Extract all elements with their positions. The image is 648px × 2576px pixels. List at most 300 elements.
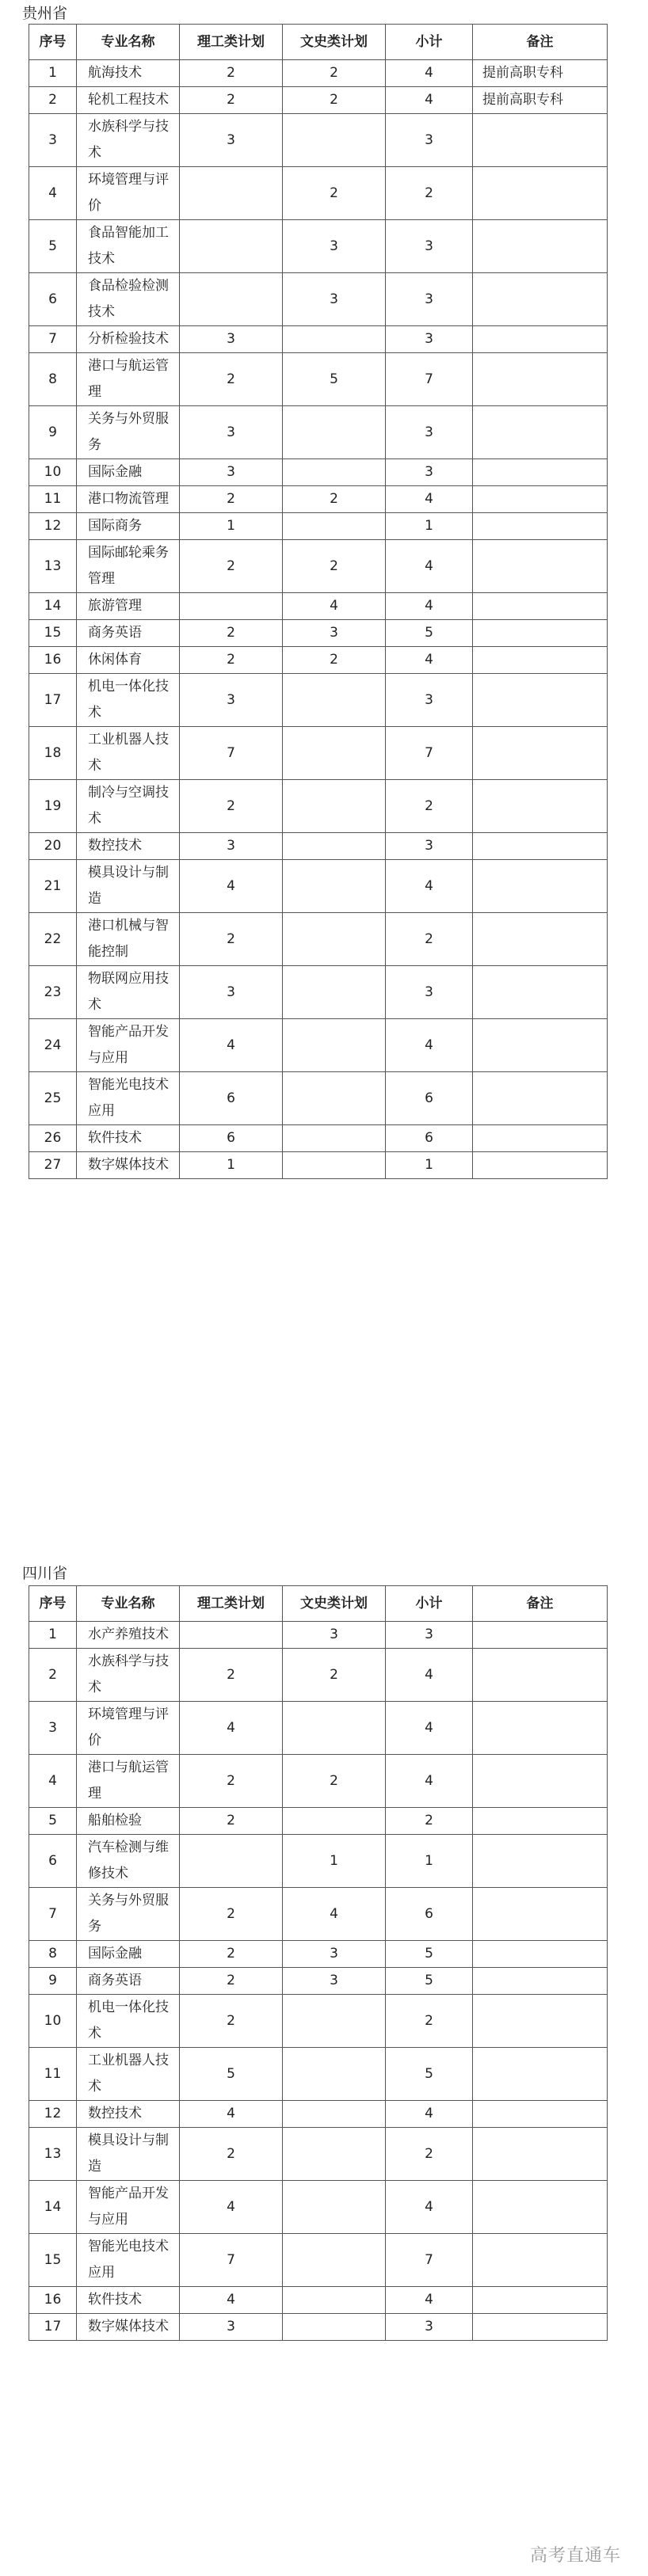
plan-table-sichuan <box>29 1585 608 2341</box>
col-index-cell: 23 <box>29 966 77 1019</box>
col-subtotal-cell: 5 <box>386 1968 473 1995</box>
col-major-cell: 水族科学与技术 <box>77 1649 180 1702</box>
col-major-cell: 关务与外贸服务 <box>77 1888 180 1941</box>
col-index-cell: 17 <box>29 674 77 727</box>
col-arts-cell <box>283 1702 386 1755</box>
col-subtotal-cell: 4 <box>386 593 473 620</box>
table-row <box>29 220 608 273</box>
col-arts-cell <box>283 727 386 780</box>
col-index-cell: 3 <box>29 114 77 167</box>
col-subtotal-cell: 6 <box>386 1125 473 1152</box>
col-arts-cell <box>283 780 386 833</box>
col-remark-header: 备注 <box>473 1586 608 1622</box>
col-major-cell: 港口机械与智能控制 <box>77 913 180 966</box>
col-index-cell: 13 <box>29 540 77 593</box>
col-science-header: 理工类计划 <box>180 1586 283 1622</box>
col-science-cell: 2 <box>180 913 283 966</box>
col-subtotal-cell: 4 <box>386 60 473 87</box>
table-row <box>29 620 608 647</box>
col-remark-cell <box>473 1808 608 1835</box>
col-index-cell: 15 <box>29 620 77 647</box>
province-title-sichuan: 四川省 <box>22 1565 68 1582</box>
col-major-cell: 智能光电技术应用 <box>77 1072 180 1125</box>
col-remark-cell <box>473 2181 608 2234</box>
table-row <box>29 674 608 727</box>
col-major-cell: 商务英语 <box>77 620 180 647</box>
col-major-cell: 软件技术 <box>77 1125 180 1152</box>
col-major-cell: 智能产品开发与应用 <box>77 1019 180 1072</box>
col-arts-cell <box>283 1808 386 1835</box>
table-row <box>29 1995 608 2048</box>
col-subtotal-cell: 4 <box>386 1702 473 1755</box>
col-science-cell <box>180 220 283 273</box>
col-science-cell: 2 <box>180 1808 283 1835</box>
col-science-cell: 7 <box>180 2234 283 2287</box>
col-subtotal-cell: 4 <box>386 860 473 913</box>
col-subtotal-cell: 1 <box>386 1152 473 1179</box>
col-remark-cell <box>473 913 608 966</box>
col-remark-cell <box>473 1072 608 1125</box>
table-row <box>29 60 608 87</box>
col-arts-cell <box>283 2128 386 2181</box>
col-arts-cell: 2 <box>283 60 386 87</box>
table-row <box>29 966 608 1019</box>
col-index-cell: 24 <box>29 1019 77 1072</box>
col-major-cell: 旅游管理 <box>77 593 180 620</box>
table-row <box>29 1968 608 1995</box>
col-major-cell: 水族科学与技术 <box>77 114 180 167</box>
col-index-cell: 6 <box>29 273 77 326</box>
col-major-header: 专业名称 <box>77 25 180 60</box>
col-remark-cell <box>473 406 608 459</box>
table-row <box>29 1702 608 1755</box>
col-arts-cell <box>283 2234 386 2287</box>
table-row <box>29 727 608 780</box>
col-major-cell: 国际商务 <box>77 513 180 540</box>
col-science-cell: 6 <box>180 1072 283 1125</box>
col-arts-cell <box>283 326 386 353</box>
col-arts-cell: 3 <box>283 273 386 326</box>
col-remark-cell <box>473 1835 608 1888</box>
col-index-cell: 11 <box>29 2048 77 2101</box>
table-row <box>29 406 608 459</box>
col-science-cell: 2 <box>180 647 283 674</box>
col-arts-cell <box>283 833 386 860</box>
col-science-header: 理工类计划 <box>180 25 283 60</box>
col-major-cell: 休闲体育 <box>77 647 180 674</box>
col-science-cell: 4 <box>180 2287 283 2314</box>
col-remark-cell <box>473 1702 608 1755</box>
col-subtotal-cell: 3 <box>386 833 473 860</box>
col-index-cell: 4 <box>29 1755 77 1808</box>
table-row <box>29 2048 608 2101</box>
col-arts-cell: 3 <box>283 620 386 647</box>
col-major-cell: 水产养殖技术 <box>77 1622 180 1649</box>
col-arts-cell: 4 <box>283 593 386 620</box>
col-remark-cell <box>473 860 608 913</box>
col-science-cell: 3 <box>180 459 283 486</box>
col-subtotal-cell: 4 <box>386 1019 473 1072</box>
col-remark-cell <box>473 780 608 833</box>
col-subtotal-cell: 3 <box>386 114 473 167</box>
col-science-cell <box>180 167 283 220</box>
col-major-cell: 制冷与空调技术 <box>77 780 180 833</box>
col-arts-cell <box>283 674 386 727</box>
table-row <box>29 513 608 540</box>
col-remark-cell <box>473 674 608 727</box>
table-row <box>29 2101 608 2128</box>
col-index-cell: 20 <box>29 833 77 860</box>
col-index-cell: 4 <box>29 167 77 220</box>
col-major-cell: 模具设计与制造 <box>77 860 180 913</box>
table-row <box>29 647 608 674</box>
table-row <box>29 780 608 833</box>
col-index-cell: 17 <box>29 2314 77 2341</box>
col-science-cell: 2 <box>180 353 283 406</box>
col-subtotal-cell: 1 <box>386 1835 473 1888</box>
col-index-cell: 13 <box>29 2128 77 2181</box>
col-major-cell: 工业机器人技术 <box>77 2048 180 2101</box>
col-subtotal-cell: 5 <box>386 620 473 647</box>
table-row <box>29 486 608 513</box>
col-index-cell: 8 <box>29 353 77 406</box>
watermark-text: 高考直通车 <box>529 2546 621 2566</box>
col-subtotal-cell: 3 <box>386 406 473 459</box>
col-remark-cell <box>473 1888 608 1941</box>
col-index-cell: 26 <box>29 1125 77 1152</box>
col-subtotal-cell: 7 <box>386 2234 473 2287</box>
table-row <box>29 833 608 860</box>
col-index-cell: 1 <box>29 60 77 87</box>
col-subtotal-cell: 4 <box>386 486 473 513</box>
col-index-cell: 5 <box>29 220 77 273</box>
col-major-cell: 物联网应用技术 <box>77 966 180 1019</box>
col-arts-cell <box>283 2048 386 2101</box>
col-major-cell: 数控技术 <box>77 833 180 860</box>
col-index-cell: 9 <box>29 406 77 459</box>
col-subtotal-cell: 3 <box>386 674 473 727</box>
col-remark-header: 备注 <box>473 25 608 60</box>
col-major-cell: 港口物流管理 <box>77 486 180 513</box>
col-remark-cell <box>473 2314 608 2341</box>
col-subtotal-cell: 3 <box>386 273 473 326</box>
table-row <box>29 1649 608 1702</box>
col-major-cell: 船舶检验 <box>77 1808 180 1835</box>
col-remark-cell <box>473 727 608 780</box>
col-science-cell: 4 <box>180 2181 283 2234</box>
col-remark-cell: 提前高职专科 <box>473 87 608 114</box>
table-row <box>29 326 608 353</box>
col-science-cell: 4 <box>180 860 283 913</box>
col-index-cell: 16 <box>29 647 77 674</box>
col-remark-cell <box>473 1125 608 1152</box>
col-subtotal-cell: 3 <box>386 1622 473 1649</box>
col-subtotal-cell: 4 <box>386 2181 473 2234</box>
col-arts-cell <box>283 1152 386 1179</box>
col-remark-cell <box>473 353 608 406</box>
col-subtotal-header: 小计 <box>386 25 473 60</box>
col-remark-cell <box>473 647 608 674</box>
col-science-cell: 3 <box>180 674 283 727</box>
table-row <box>29 1755 608 1808</box>
col-subtotal-cell: 4 <box>386 87 473 114</box>
col-major-cell: 智能光电技术应用 <box>77 2234 180 2287</box>
col-arts-cell: 4 <box>283 1888 386 1941</box>
col-science-cell: 2 <box>180 87 283 114</box>
col-science-cell: 2 <box>180 1995 283 2048</box>
col-arts-cell <box>283 860 386 913</box>
col-remark-cell <box>473 167 608 220</box>
col-index-cell: 14 <box>29 2181 77 2234</box>
col-science-cell: 2 <box>180 2128 283 2181</box>
col-arts-cell <box>283 513 386 540</box>
col-arts-header: 文史类计划 <box>283 25 386 60</box>
col-arts-cell <box>283 913 386 966</box>
col-science-cell: 3 <box>180 966 283 1019</box>
col-arts-cell <box>283 1995 386 2048</box>
col-science-cell: 2 <box>180 620 283 647</box>
col-subtotal-cell: 4 <box>386 1649 473 1702</box>
table-row <box>29 860 608 913</box>
table-row <box>29 1835 608 1888</box>
plan-table-guizhou <box>29 24 608 1179</box>
col-arts-cell: 2 <box>283 1649 386 1702</box>
col-science-cell <box>180 1622 283 1649</box>
col-subtotal-cell: 3 <box>386 966 473 1019</box>
table-row <box>29 87 608 114</box>
col-index-header: 序号 <box>29 1586 77 1622</box>
col-major-cell: 汽车检测与维修技术 <box>77 1835 180 1888</box>
col-science-cell: 3 <box>180 326 283 353</box>
col-major-cell: 数控技术 <box>77 2101 180 2128</box>
col-major-cell: 关务与外贸服务 <box>77 406 180 459</box>
col-arts-cell: 3 <box>283 1622 386 1649</box>
table-row <box>29 2287 608 2314</box>
col-major-cell: 模具设计与制造 <box>77 2128 180 2181</box>
col-arts-cell: 2 <box>283 540 386 593</box>
col-remark-cell <box>473 833 608 860</box>
col-science-cell: 4 <box>180 1019 283 1072</box>
col-index-cell: 22 <box>29 913 77 966</box>
col-index-cell: 19 <box>29 780 77 833</box>
col-remark-cell <box>473 1019 608 1072</box>
col-major-cell: 国际金融 <box>77 459 180 486</box>
col-index-cell: 27 <box>29 1152 77 1179</box>
col-subtotal-cell: 1 <box>386 513 473 540</box>
col-index-cell: 5 <box>29 1808 77 1835</box>
col-science-cell <box>180 273 283 326</box>
col-science-cell: 3 <box>180 833 283 860</box>
col-major-cell: 国际金融 <box>77 1941 180 1968</box>
table-row <box>29 167 608 220</box>
col-science-cell: 1 <box>180 1152 283 1179</box>
col-science-cell: 2 <box>180 1968 283 1995</box>
col-science-cell: 6 <box>180 1125 283 1152</box>
col-major-header: 专业名称 <box>77 1586 180 1622</box>
col-remark-cell <box>473 1968 608 1995</box>
col-major-cell: 轮机工程技术 <box>77 87 180 114</box>
col-subtotal-cell: 2 <box>386 1995 473 2048</box>
col-arts-cell: 1 <box>283 1835 386 1888</box>
col-remark-cell <box>473 114 608 167</box>
col-major-cell: 机电一体化技术 <box>77 674 180 727</box>
col-index-cell: 12 <box>29 513 77 540</box>
col-arts-cell <box>283 2101 386 2128</box>
col-major-cell: 环境管理与评价 <box>77 1702 180 1755</box>
col-index-cell: 14 <box>29 593 77 620</box>
col-subtotal-cell: 4 <box>386 2287 473 2314</box>
col-science-cell: 3 <box>180 2314 283 2341</box>
col-science-cell: 2 <box>180 1649 283 1702</box>
table-row <box>29 1622 608 1649</box>
col-science-cell <box>180 593 283 620</box>
col-subtotal-cell: 4 <box>386 1755 473 1808</box>
col-arts-cell <box>283 2181 386 2234</box>
col-index-cell: 2 <box>29 1649 77 1702</box>
col-index-cell: 7 <box>29 1888 77 1941</box>
col-arts-cell: 2 <box>283 647 386 674</box>
col-subtotal-cell: 3 <box>386 459 473 486</box>
col-remark-cell: 提前高职专科 <box>473 60 608 87</box>
col-science-cell: 2 <box>180 780 283 833</box>
col-arts-cell <box>283 2314 386 2341</box>
col-index-cell: 3 <box>29 1702 77 1755</box>
col-remark-cell <box>473 220 608 273</box>
col-index-cell: 10 <box>29 1995 77 2048</box>
col-major-cell: 国际邮轮乘务管理 <box>77 540 180 593</box>
col-science-cell: 3 <box>180 114 283 167</box>
table-row <box>29 353 608 406</box>
col-index-cell: 8 <box>29 1941 77 1968</box>
col-arts-cell <box>283 114 386 167</box>
table-row <box>29 1125 608 1152</box>
col-arts-cell: 3 <box>283 1941 386 1968</box>
col-index-cell: 11 <box>29 486 77 513</box>
col-subtotal-cell: 5 <box>386 1941 473 1968</box>
col-major-cell: 环境管理与评价 <box>77 167 180 220</box>
col-subtotal-cell: 2 <box>386 167 473 220</box>
col-major-cell: 工业机器人技术 <box>77 727 180 780</box>
col-arts-cell: 3 <box>283 1968 386 1995</box>
col-subtotal-cell: 3 <box>386 2314 473 2341</box>
table-row <box>29 1019 608 1072</box>
table-row <box>29 2314 608 2341</box>
col-subtotal-cell: 4 <box>386 647 473 674</box>
col-arts-cell: 2 <box>283 486 386 513</box>
col-arts-header: 文史类计划 <box>283 1586 386 1622</box>
col-remark-cell <box>473 540 608 593</box>
col-science-cell: 2 <box>180 486 283 513</box>
col-science-cell: 3 <box>180 406 283 459</box>
col-remark-cell <box>473 513 608 540</box>
col-remark-cell <box>473 620 608 647</box>
table-row <box>29 593 608 620</box>
col-index-cell: 10 <box>29 459 77 486</box>
col-remark-cell <box>473 326 608 353</box>
table-row <box>29 1808 608 1835</box>
col-science-cell: 2 <box>180 1755 283 1808</box>
col-arts-cell <box>283 966 386 1019</box>
col-remark-cell <box>473 1755 608 1808</box>
col-subtotal-cell: 5 <box>386 2048 473 2101</box>
col-science-cell: 2 <box>180 60 283 87</box>
col-subtotal-cell: 6 <box>386 1888 473 1941</box>
col-science-cell: 7 <box>180 727 283 780</box>
col-subtotal-header: 小计 <box>386 1586 473 1622</box>
col-major-cell: 港口与航运管理 <box>77 353 180 406</box>
col-arts-cell <box>283 1019 386 1072</box>
col-remark-cell <box>473 459 608 486</box>
col-subtotal-cell: 3 <box>386 220 473 273</box>
table-row <box>29 273 608 326</box>
col-remark-cell <box>473 593 608 620</box>
col-science-cell <box>180 1835 283 1888</box>
col-remark-cell <box>473 273 608 326</box>
table-row <box>29 2128 608 2181</box>
col-major-cell: 食品检验检测技术 <box>77 273 180 326</box>
col-science-cell: 2 <box>180 540 283 593</box>
col-arts-cell <box>283 2287 386 2314</box>
col-subtotal-cell: 2 <box>386 913 473 966</box>
col-major-cell: 食品智能加工技术 <box>77 220 180 273</box>
col-science-cell: 5 <box>180 2048 283 2101</box>
table-row <box>29 114 608 167</box>
col-science-cell: 2 <box>180 1941 283 1968</box>
col-major-cell: 航海技术 <box>77 60 180 87</box>
col-remark-cell <box>473 2287 608 2314</box>
col-subtotal-cell: 7 <box>386 727 473 780</box>
table-row <box>29 459 608 486</box>
table-row <box>29 540 608 593</box>
table-row <box>29 2234 608 2287</box>
col-subtotal-cell: 4 <box>386 2101 473 2128</box>
col-remark-cell <box>473 1152 608 1179</box>
col-remark-cell <box>473 486 608 513</box>
col-subtotal-cell: 2 <box>386 1808 473 1835</box>
col-index-header: 序号 <box>29 25 77 60</box>
col-index-cell: 1 <box>29 1622 77 1649</box>
province-title-guizhou: 贵州省 <box>22 5 68 22</box>
col-subtotal-cell: 7 <box>386 353 473 406</box>
table-row <box>29 1072 608 1125</box>
col-arts-cell: 2 <box>283 1755 386 1808</box>
col-index-cell: 16 <box>29 2287 77 2314</box>
table-row <box>29 1888 608 1941</box>
col-arts-cell <box>283 459 386 486</box>
col-arts-cell: 2 <box>283 167 386 220</box>
col-major-cell: 商务英语 <box>77 1968 180 1995</box>
col-remark-cell <box>473 2101 608 2128</box>
col-remark-cell <box>473 1941 608 1968</box>
col-science-cell: 4 <box>180 2101 283 2128</box>
col-science-cell: 2 <box>180 1888 283 1941</box>
col-arts-cell: 3 <box>283 220 386 273</box>
col-index-cell: 9 <box>29 1968 77 1995</box>
col-index-cell: 7 <box>29 326 77 353</box>
col-science-cell: 4 <box>180 1702 283 1755</box>
col-major-cell: 数字媒体技术 <box>77 2314 180 2341</box>
col-index-cell: 12 <box>29 2101 77 2128</box>
col-subtotal-cell: 2 <box>386 780 473 833</box>
col-index-cell: 25 <box>29 1072 77 1125</box>
col-major-cell: 机电一体化技术 <box>77 1995 180 2048</box>
col-index-cell: 18 <box>29 727 77 780</box>
col-major-cell: 港口与航运管理 <box>77 1755 180 1808</box>
col-subtotal-cell: 2 <box>386 2128 473 2181</box>
col-major-cell: 智能产品开发与应用 <box>77 2181 180 2234</box>
col-subtotal-cell: 6 <box>386 1072 473 1125</box>
col-remark-cell <box>473 1622 608 1649</box>
